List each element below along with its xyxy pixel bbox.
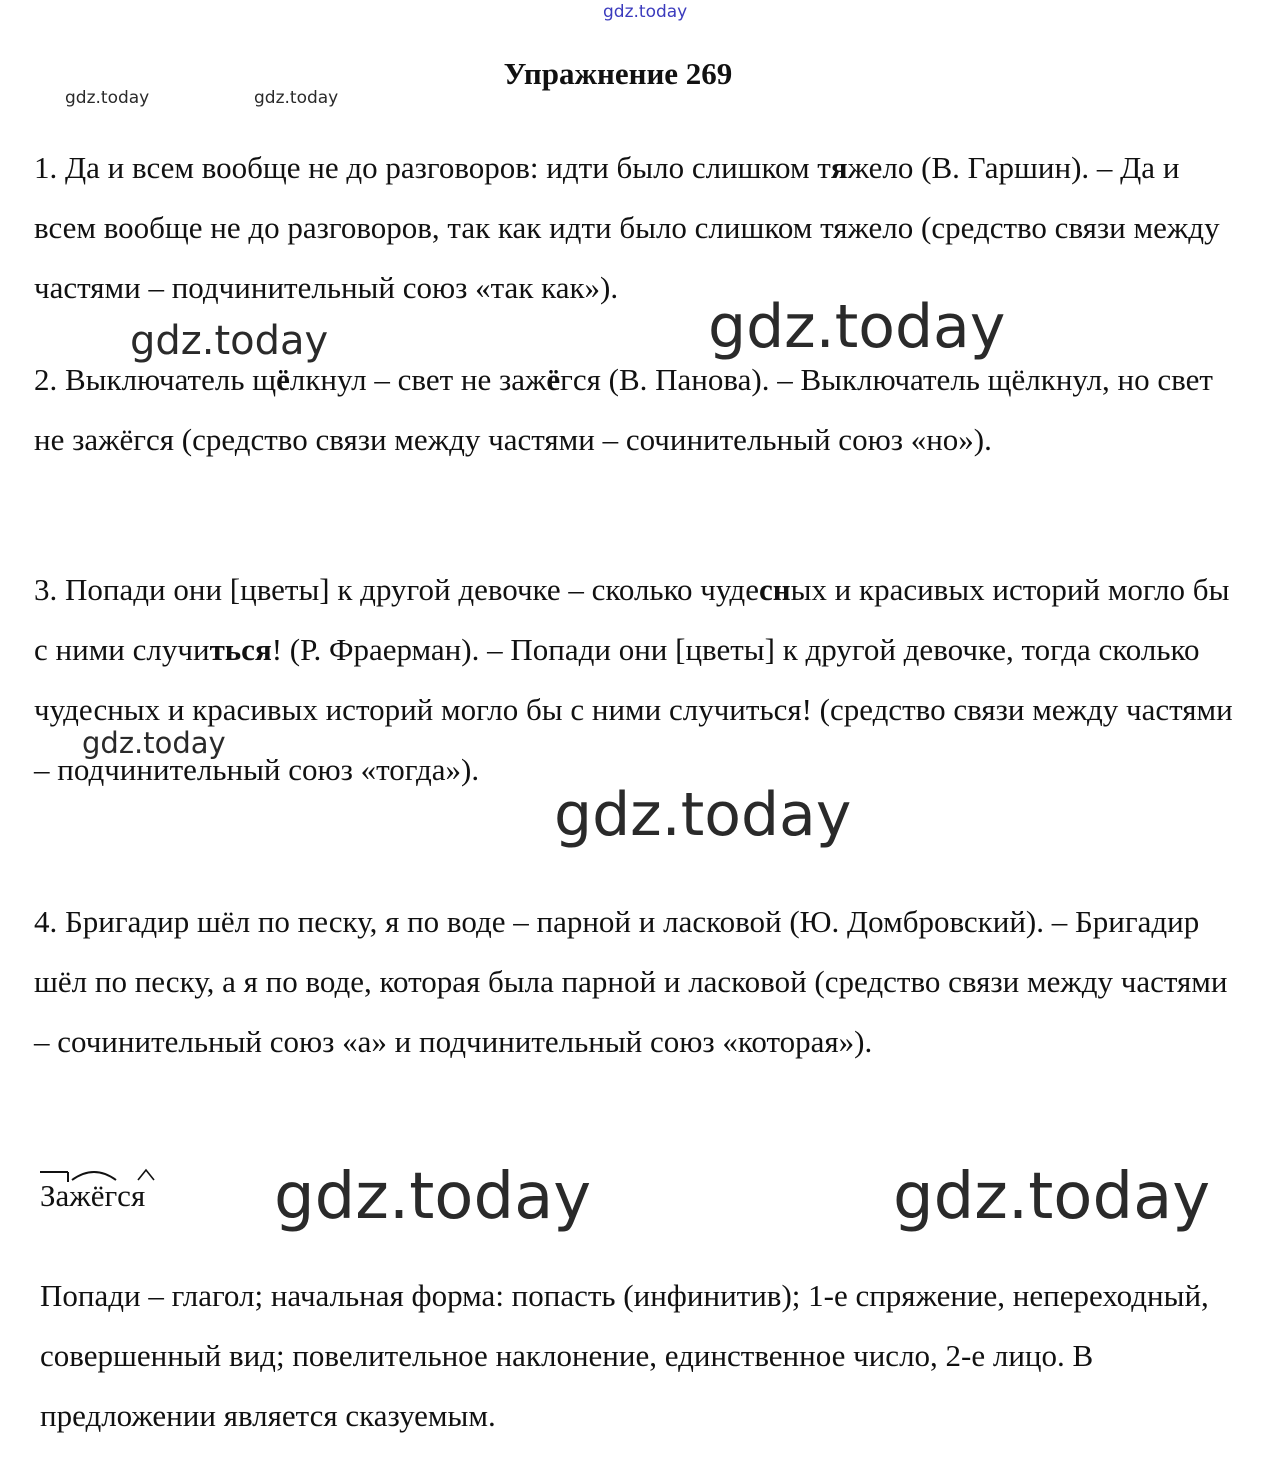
morphological-analysis: Попади – глагол; начальная форма: попасть (инфинитив); 1-е спряжение, непереходный, совершенный вид; повелительное наклонение, единственное число, 2-е лицо. В предложении является сказуемым. <box>40 1278 1209 1433</box>
item-text: ых и красивых историй могло бы с ними случи <box>34 572 1230 667</box>
item-text: ! (Р. Фраерман). – Попади они [цветы] к другой девочке, тогда сколько чудесных и красивых историй могло бы с ними случиться! (средство связи между частями – подчинительный союз «тогда»). <box>34 632 1233 787</box>
item-text: Попади они [цветы] к другой девочке – сколько чуде <box>57 572 759 607</box>
exercise-title: Упражнение 269 <box>503 56 733 91</box>
postfix-mark <box>138 1170 154 1180</box>
watermark-small-center: gdz.today <box>254 88 339 108</box>
item-text: лкнул – свет не заж <box>289 362 547 397</box>
watermark-large-center: gdz.today <box>554 780 852 850</box>
highlighted-letter: ё <box>546 362 561 397</box>
sentence-item-4 <box>34 892 1244 1072</box>
watermark-small-left: gdz.today <box>65 88 150 108</box>
item-number: 1. <box>34 150 58 185</box>
item-text: Бригадир шёл по песку, я по воде – парной и ласковой (Ю. Домбровский). – Бригадир шёл по песку, а я по воде, которая была парной и ласковой (средство связи между частями – сочинительный союз «а» и подчинительный союз «которая»). <box>34 904 1228 1059</box>
stressed-letter: я <box>830 150 848 185</box>
watermark-top: gdz.today <box>603 2 688 22</box>
parse-word-text: Зажёгся <box>40 1178 146 1213</box>
watermark-medium: gdz.today <box>130 318 329 364</box>
item-text: Выключатель щ <box>57 362 277 397</box>
watermark-medium-left: gdz.today <box>82 726 226 760</box>
word-part-marks <box>40 1168 164 1182</box>
item-number: 4. <box>34 904 58 939</box>
item-number: 3. <box>34 572 58 607</box>
item-text: Да и всем вообще не до разговоров: идти было слишком т <box>57 150 831 185</box>
item-text: жело (В. Гаршин). – Да и всем вообще не до разговоров, так как идти было слишком тяжело (средство связи между частями – подчинительный союз «так как»). <box>34 150 1220 305</box>
highlighted-letter: ё <box>276 362 290 397</box>
watermark-bottom-left: gdz.today <box>274 1160 592 1234</box>
watermark-large-right: gdz.today <box>708 292 1006 362</box>
highlighted-letters: сн <box>758 572 791 607</box>
item-text: гся (В. Панова). – Выключатель щёлкнул, но свет не зажёгся (средство связи между частями – сочинительный союз «но»). <box>34 362 1213 457</box>
item-number: 2. <box>34 362 58 397</box>
sentence-item-3 <box>34 560 1244 800</box>
sentence-item-2 <box>34 350 1244 470</box>
highlighted-letters: ться <box>209 632 272 667</box>
sentence-item-1 <box>34 138 1244 318</box>
word-structure-parse <box>40 1176 145 1216</box>
root-arc <box>72 1172 116 1180</box>
watermark-bottom-right: gdz.today <box>893 1160 1211 1234</box>
